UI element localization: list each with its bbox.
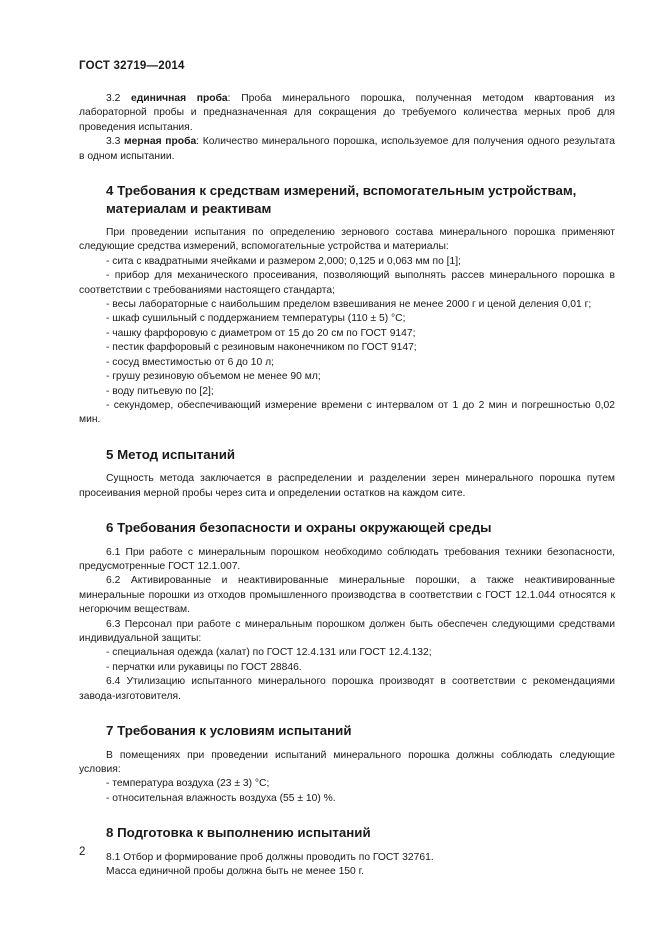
clause-6-2: 6.2 Активированные и неактивированные минеральные порошки, а также неактивированные минеральные порошки из отходов промышленного производства в соответствии с ГОСТ 12.1.044 относятся к негорючим веществам. xyxy=(79,575,615,616)
list-item: - прибор для механического просеивания, позволяющий выполнять рассев минерального порошка в соответствии с требованиями настоящего стандарта; xyxy=(79,270,615,296)
clause-number: 3.2 xyxy=(106,93,121,104)
list-item: - температура воздуха (23 ± 3) °С; xyxy=(106,778,270,790)
document-body xyxy=(79,92,615,879)
section-8-heading: 8 Подготовка к выполнению испытаний xyxy=(106,825,371,841)
list-item: - чашку фарфоровую с диаметром от 15 до 20 см по ГОСТ 9147; xyxy=(106,327,416,339)
standard-designation: ГОСТ 32719—2014 xyxy=(79,60,185,72)
list-item: - специальная одежда (халат) по ГОСТ 12.4.131 или ГОСТ 12.4.132; xyxy=(106,647,432,659)
section-7-intro: В помещениях при проведении испытаний минерального порошка должны соблюдать следующие условия: xyxy=(79,749,615,775)
list-item: - относительная влажность воздуха (55 ± 10) %. xyxy=(106,792,336,804)
section-4-heading: 4 Требования к средствам измерений, вспомогательным устройствам, материалам и реактивам xyxy=(106,183,577,216)
clause-number: 3.3 xyxy=(106,136,121,148)
list-item: - воду питьевую по [2]; xyxy=(106,385,214,397)
section-5-heading: 5 Метод испытаний xyxy=(106,446,236,462)
clause-3-3 xyxy=(79,135,615,164)
section-6-heading: 6 Требования безопасности и охраны окружающей среды xyxy=(106,520,492,536)
list-item: - грушу резиновую объемом не менее 90 мл; xyxy=(106,371,321,383)
list-item: - пестик фарфоровый с резиновым наконечником по ГОСТ 9147; xyxy=(106,342,417,354)
section-4-intro: При проведении испытания по определению зернового состава минерального порошка применяют следующие средства измерений, вспомогательные устройства и материалы: xyxy=(79,227,615,253)
clause-6-4: 6.4 Утилизацию испытанного минерального порошка производят в соответствии с рекомендациями завода-изготовителя. xyxy=(79,676,615,702)
term: единичная проба xyxy=(131,93,228,104)
list-item: - перчатки или рукавицы по ГОСТ 28846. xyxy=(106,661,302,673)
clause-3-2 xyxy=(79,92,615,135)
definition: : Количество минерального порошка, используемое для получения одного результата в одном испытании. xyxy=(79,136,615,162)
list-item: - шкаф сушильный с поддержанием температуры (110 ± 5) °С; xyxy=(106,313,406,325)
clause-8-1: 8.1 Отбор и формирование проб должны проводить по ГОСТ 32761. xyxy=(106,851,434,863)
clause-6-1: 6.1 При работе с минеральным порошком необходимо соблюдать требования техники безопасности, предусмотренные ГОСТ 12.1.007. xyxy=(79,546,615,572)
list-item: - секундомер, обеспечивающий измерение времени с интервалом от 1 до 2 мин и погрешностью 0,02 мин. xyxy=(79,399,615,426)
page-number: 2 xyxy=(79,846,86,858)
list-item: - весы лабораторные с наибольшим пределом взвешивания не менее 2000 г и ценой деления 0,01 г; xyxy=(106,299,592,311)
clause-6-3: 6.3 Персонал при работе с минеральным порошком должен быть обеспечен следующими средствами индивидуальной защиты: xyxy=(79,618,615,644)
clause-8-1-mass: Масса единичной пробы должна быть не менее 150 г. xyxy=(106,866,364,878)
definition: : Проба минерального порошка, полученная методом квартования из лабораторной пробы и предназначенная для сокращения до требуемого количества мерных проб для проведения испытания. xyxy=(79,93,615,133)
list-item: - сита с квадратными ячейками и размером 2,000; 0,125 и 0,063 мм по [1]; xyxy=(106,255,461,267)
term: мерная проба xyxy=(124,136,197,148)
section-7-heading: 7 Требования к условиям испытаний xyxy=(106,723,352,738)
section-5-text: Сущность метода заключается в распределении и разделении зерен минерального порошка путем просеивания мерной пробы через сита и определении остатков на каждом сите. xyxy=(79,473,615,499)
list-item: - сосуд вместимостью от 6 до 10 л; xyxy=(106,356,274,368)
